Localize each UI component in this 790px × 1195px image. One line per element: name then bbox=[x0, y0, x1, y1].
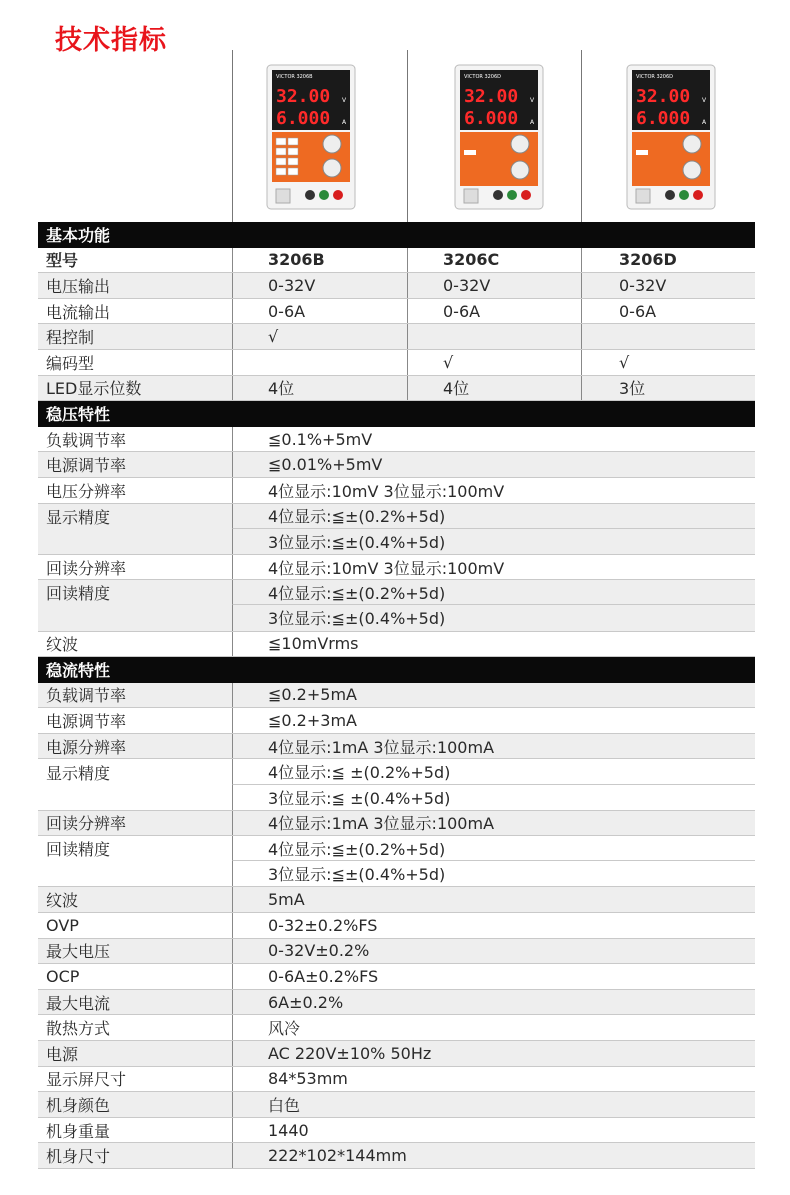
product-image-3206d bbox=[626, 64, 716, 210]
voltage-readout: 32.00 bbox=[464, 86, 519, 107]
table-row bbox=[38, 1118, 755, 1144]
row-label: 电压输出 bbox=[46, 276, 111, 296]
model-3206d: 3206D bbox=[581, 248, 755, 273]
table-row bbox=[38, 273, 755, 299]
voltage-unit: V bbox=[530, 97, 535, 104]
table-row bbox=[38, 324, 755, 350]
table-row bbox=[38, 913, 755, 939]
section-header-current: 稳流特性 bbox=[38, 657, 755, 683]
product-image-3206b bbox=[266, 64, 356, 210]
current-readout: 6.000 bbox=[636, 108, 691, 129]
row-label: OVP bbox=[46, 915, 79, 935]
table-row bbox=[38, 299, 755, 325]
row-label: 电流输出 bbox=[46, 302, 111, 322]
row-label: 最大电压 bbox=[46, 942, 111, 962]
table-row bbox=[38, 734, 755, 760]
cell-value bbox=[581, 324, 755, 349]
cell-value: 0-32V bbox=[407, 273, 581, 298]
cell-value: 3位 bbox=[581, 376, 755, 401]
cell-value: ≦10mVrms bbox=[232, 632, 755, 657]
table-row bbox=[38, 811, 755, 837]
row-label: LED显示位数 bbox=[46, 379, 142, 399]
row-label: 回读精度 bbox=[46, 584, 111, 604]
voltage-readout: 32.00 bbox=[636, 86, 691, 107]
cell-value: 3位显示:≦±(0.4%+5d) bbox=[232, 605, 755, 630]
row-label: 回读分辨率 bbox=[46, 558, 127, 578]
check-mark: √ bbox=[581, 350, 755, 375]
check-mark: √ bbox=[407, 350, 581, 375]
cell-value: 3位显示:≦ ±(0.4%+5d) bbox=[232, 785, 755, 810]
table-row bbox=[38, 452, 755, 478]
cell-value: 0-32±0.2%FS bbox=[232, 913, 755, 938]
cell-value: AC 220V±10% 50Hz bbox=[232, 1041, 755, 1066]
cell-value: 4位显示:10mV 3位显示:100mV bbox=[232, 478, 755, 503]
cell-value: 6A±0.2% bbox=[232, 990, 755, 1015]
table-row bbox=[38, 1015, 755, 1041]
voltage-unit: V bbox=[342, 97, 347, 104]
row-label: 最大电流 bbox=[46, 993, 111, 1013]
table-row bbox=[38, 1041, 755, 1067]
product-brand: VICTOR 3206D bbox=[464, 74, 502, 80]
row-label: 电源调节率 bbox=[46, 712, 127, 732]
cell-value: ≦0.01%+5mV bbox=[232, 452, 755, 477]
cell-value: 84*53mm bbox=[232, 1067, 755, 1092]
row-label: 电压分辨率 bbox=[46, 481, 127, 501]
row-label: 机身尺寸 bbox=[46, 1147, 111, 1167]
row-label: 显示精度 bbox=[46, 763, 111, 783]
row-label: 机身重量 bbox=[46, 1121, 111, 1141]
table-row bbox=[38, 350, 755, 376]
table-row bbox=[38, 939, 755, 965]
cell-value bbox=[232, 350, 407, 375]
row-label: 负载调节率 bbox=[46, 686, 127, 706]
cell-value: 4位显示:1mA 3位显示:100mA bbox=[232, 811, 755, 836]
divider bbox=[232, 50, 233, 222]
row-label: 型号 bbox=[46, 251, 79, 271]
divider bbox=[407, 50, 408, 222]
current-unit: A bbox=[702, 119, 707, 126]
row-label: 电源调节率 bbox=[46, 456, 127, 476]
table-row bbox=[38, 990, 755, 1016]
cell-value: 3位显示:≦±(0.4%+5d) bbox=[232, 529, 755, 554]
cell-value: 0-6A bbox=[407, 299, 581, 324]
table-row bbox=[38, 555, 755, 581]
cell-value: 4位 bbox=[232, 376, 407, 401]
row-label: 纹波 bbox=[46, 635, 79, 655]
table-row-model bbox=[38, 248, 755, 274]
table-row bbox=[38, 1143, 755, 1169]
cell-value bbox=[407, 324, 581, 349]
current-readout: 6.000 bbox=[464, 108, 519, 129]
table-row bbox=[38, 580, 755, 631]
section-header-basic: 基本功能 bbox=[38, 222, 755, 248]
cell-value: 3位显示:≦±(0.4%+5d) bbox=[232, 861, 755, 886]
current-readout: 6.000 bbox=[276, 108, 331, 129]
row-label: 回读分辨率 bbox=[46, 814, 127, 834]
table-row bbox=[38, 1092, 755, 1118]
cell-value: ≦0.1%+5mV bbox=[232, 427, 755, 452]
voltage-unit: V bbox=[702, 97, 707, 104]
cell-value: 4位显示:10mV 3位显示:100mV bbox=[232, 555, 755, 580]
model-3206b: 3206B bbox=[232, 248, 407, 273]
cell-value: 0-6A bbox=[232, 299, 407, 324]
table-row bbox=[38, 759, 755, 810]
table-row bbox=[38, 683, 755, 709]
divider bbox=[581, 50, 582, 222]
row-label: 程控制 bbox=[46, 328, 95, 348]
cell-value: 0-6A±0.2%FS bbox=[232, 964, 755, 989]
current-unit: A bbox=[530, 119, 535, 126]
table-row bbox=[38, 887, 755, 913]
table-row bbox=[38, 478, 755, 504]
voltage-readout: 32.00 bbox=[276, 86, 331, 107]
cell-value: 0-32V±0.2% bbox=[232, 939, 755, 964]
table-row bbox=[38, 427, 755, 453]
table-row bbox=[38, 376, 755, 402]
cell-value: ≦0.2+3mA bbox=[232, 708, 755, 733]
cell-value: ≦0.2+5mA bbox=[232, 683, 755, 708]
check-mark: √ bbox=[232, 324, 407, 349]
table-row bbox=[38, 632, 755, 658]
spec-table bbox=[38, 222, 755, 1169]
product-brand: VICTOR 3206D bbox=[636, 74, 674, 80]
row-label: 编码型 bbox=[46, 353, 95, 373]
product-brand: VICTOR 3206B bbox=[276, 74, 313, 80]
cell-value: 白色 bbox=[232, 1092, 755, 1117]
cell-value: 4位显示:≦ ±(0.2%+5d) bbox=[232, 759, 755, 784]
cell-value: 4位显示:≦±(0.2%+5d) bbox=[232, 836, 755, 861]
model-3206c: 3206C bbox=[407, 248, 581, 273]
table-row bbox=[38, 836, 755, 887]
table-row bbox=[38, 1067, 755, 1093]
cell-value: 4位 bbox=[407, 376, 581, 401]
row-label: 纹波 bbox=[46, 891, 79, 911]
table-row bbox=[38, 708, 755, 734]
cell-value: 1440 bbox=[232, 1118, 755, 1143]
cell-value: 222*102*144mm bbox=[232, 1143, 755, 1168]
section-header-voltage: 稳压特性 bbox=[38, 401, 755, 427]
cell-value: 4位显示:≦±(0.2%+5d) bbox=[232, 580, 755, 605]
row-label: 显示精度 bbox=[46, 507, 111, 527]
table-row bbox=[38, 964, 755, 990]
row-label: 电源分辨率 bbox=[46, 737, 127, 757]
current-unit: A bbox=[342, 119, 347, 126]
product-image-3206c bbox=[454, 64, 544, 210]
cell-value: 4位显示:≦±(0.2%+5d) bbox=[232, 504, 755, 529]
row-label: 负载调节率 bbox=[46, 430, 127, 450]
cell-value: 4位显示:1mA 3位显示:100mA bbox=[232, 734, 755, 759]
row-label: 散热方式 bbox=[46, 1019, 111, 1039]
row-label: 电源 bbox=[46, 1044, 79, 1064]
cell-value: 0-32V bbox=[232, 273, 407, 298]
table-row bbox=[38, 504, 755, 555]
cell-value: 风冷 bbox=[232, 1015, 755, 1040]
row-label: 机身颜色 bbox=[46, 1095, 111, 1115]
product-images bbox=[38, 50, 755, 222]
cell-value: 0-32V bbox=[581, 273, 755, 298]
page-title: 技术指标 bbox=[55, 25, 167, 56]
row-label: 回读精度 bbox=[46, 840, 111, 860]
cell-value: 5mA bbox=[232, 887, 755, 912]
row-label: OCP bbox=[46, 967, 80, 987]
cell-value: 0-6A bbox=[581, 299, 755, 324]
row-label: 显示屏尺寸 bbox=[46, 1070, 127, 1090]
